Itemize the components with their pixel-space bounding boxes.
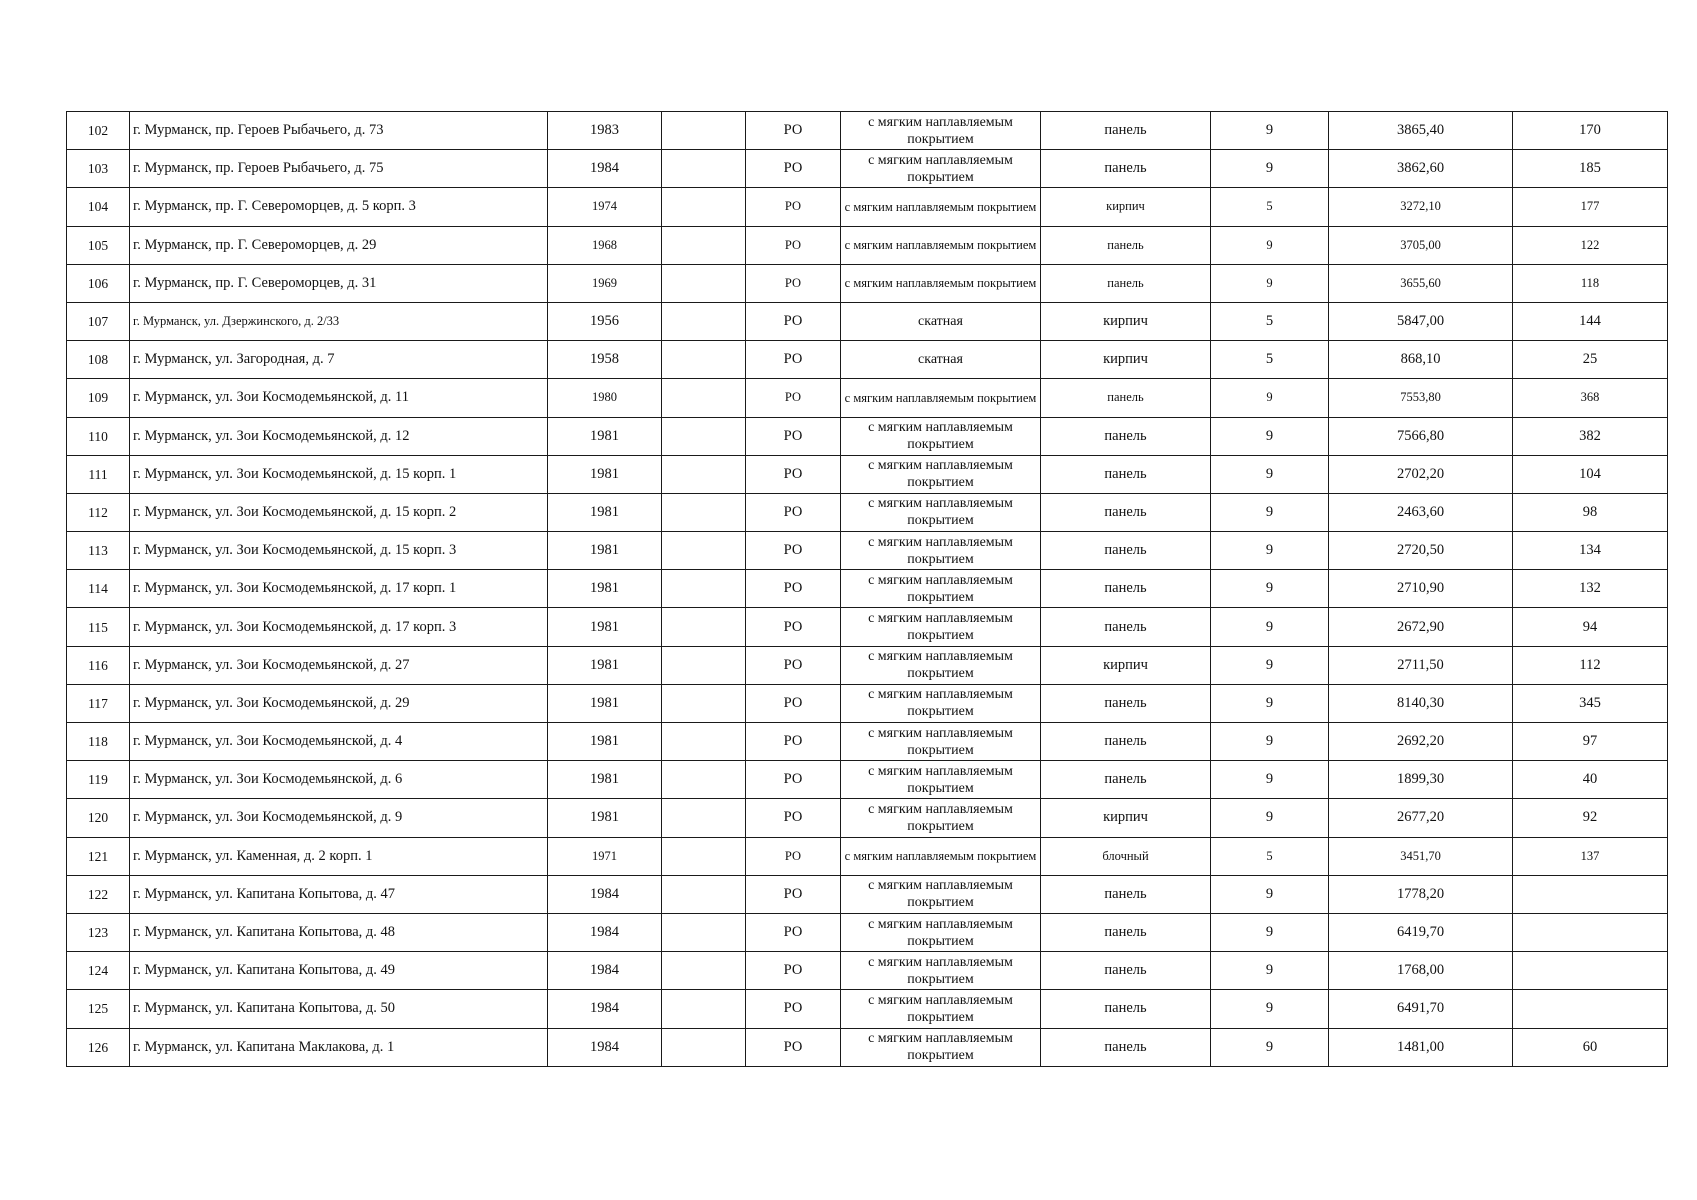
address-cell: г. Мурманск, ул. Зои Космодемьянской, д. 15 корп. 1 <box>130 455 548 493</box>
row-number-cell: 110 <box>67 417 130 455</box>
residents-cell: 137 <box>1513 837 1668 875</box>
floors-cell: 9 <box>1211 532 1329 570</box>
area-cell: 8140,30 <box>1329 684 1513 722</box>
empty-cell <box>662 417 746 455</box>
program-cell: РО <box>746 188 841 226</box>
area-cell: 3451,70 <box>1329 837 1513 875</box>
table-row <box>67 302 1668 340</box>
document-page <box>66 111 1667 1067</box>
area-cell: 1768,00 <box>1329 952 1513 990</box>
residents-cell: 94 <box>1513 608 1668 646</box>
area-cell: 5847,00 <box>1329 302 1513 340</box>
build-year-cell: 1984 <box>548 1028 662 1066</box>
row-number-cell: 126 <box>67 1028 130 1066</box>
floors-cell: 9 <box>1211 761 1329 799</box>
floors-cell: 9 <box>1211 150 1329 188</box>
build-year-cell: 1981 <box>548 723 662 761</box>
address-cell: г. Мурманск, пр. Героев Рыбачьего, д. 75 <box>130 150 548 188</box>
wall-material-cell: панель <box>1041 417 1211 455</box>
row-number-cell: 122 <box>67 875 130 913</box>
area-cell: 3705,00 <box>1329 226 1513 264</box>
empty-cell <box>662 112 746 150</box>
build-year-cell: 1968 <box>548 226 662 264</box>
program-cell: РО <box>746 570 841 608</box>
floors-cell: 9 <box>1211 875 1329 913</box>
table-row <box>67 112 1668 150</box>
housing-registry-table <box>66 111 1668 1067</box>
address-cell: г. Мурманск, ул. Зои Космодемьянской, д. 11 <box>130 379 548 417</box>
floors-cell: 9 <box>1211 684 1329 722</box>
wall-material-cell: панель <box>1041 952 1211 990</box>
row-number-cell: 121 <box>67 837 130 875</box>
build-year-cell: 1974 <box>548 188 662 226</box>
empty-cell <box>662 837 746 875</box>
floors-cell: 9 <box>1211 1028 1329 1066</box>
residents-cell: 98 <box>1513 493 1668 531</box>
table-row <box>67 188 1668 226</box>
floors-cell: 9 <box>1211 264 1329 302</box>
floors-cell: 5 <box>1211 188 1329 226</box>
address-cell: г. Мурманск, пр. Г. Североморцев, д. 31 <box>130 264 548 302</box>
program-cell: РО <box>746 875 841 913</box>
floors-cell: 9 <box>1211 112 1329 150</box>
residents-cell: 122 <box>1513 226 1668 264</box>
empty-cell <box>662 493 746 531</box>
address-cell: г. Мурманск, ул. Зои Космодемьянской, д. 15 корп. 3 <box>130 532 548 570</box>
address-cell: г. Мурманск, ул. Зои Космодемьянской, д. 6 <box>130 761 548 799</box>
wall-material-cell: панель <box>1041 570 1211 608</box>
empty-cell <box>662 608 746 646</box>
build-year-cell: 1981 <box>548 799 662 837</box>
residents-cell: 92 <box>1513 799 1668 837</box>
residents-cell: 185 <box>1513 150 1668 188</box>
table-row <box>67 684 1668 722</box>
build-year-cell: 1981 <box>548 417 662 455</box>
row-number-cell: 113 <box>67 532 130 570</box>
address-cell: г. Мурманск, ул. Дзержинского, д. 2/33 <box>130 302 548 340</box>
roof-type-cell: скатная <box>841 302 1041 340</box>
residents-cell: 345 <box>1513 684 1668 722</box>
program-cell: РО <box>746 990 841 1028</box>
area-cell: 3865,40 <box>1329 112 1513 150</box>
table-row <box>67 990 1668 1028</box>
roof-type-cell: с мягким наплавляемым покрытием <box>841 379 1041 417</box>
floors-cell: 9 <box>1211 455 1329 493</box>
program-cell: РО <box>746 455 841 493</box>
row-number-cell: 114 <box>67 570 130 608</box>
wall-material-cell: панель <box>1041 379 1211 417</box>
address-cell: г. Мурманск, ул. Зои Космодемьянской, д. 15 корп. 2 <box>130 493 548 531</box>
build-year-cell: 1981 <box>548 608 662 646</box>
roof-type-cell: с мягким наплавляемым покрытием <box>841 913 1041 951</box>
roof-type-cell: с мягким наплавляемым покрытием <box>841 952 1041 990</box>
wall-material-cell: панель <box>1041 112 1211 150</box>
empty-cell <box>662 990 746 1028</box>
table-row <box>67 761 1668 799</box>
empty-cell <box>662 226 746 264</box>
residents-cell: 25 <box>1513 341 1668 379</box>
residents-cell: 132 <box>1513 570 1668 608</box>
roof-type-cell: с мягким наплавляемым покрытием <box>841 493 1041 531</box>
program-cell: РО <box>746 837 841 875</box>
wall-material-cell: панель <box>1041 532 1211 570</box>
area-cell: 3272,10 <box>1329 188 1513 226</box>
roof-type-cell: с мягким наплавляемым покрытием <box>841 837 1041 875</box>
table-row <box>67 532 1668 570</box>
wall-material-cell: кирпич <box>1041 646 1211 684</box>
table-row <box>67 417 1668 455</box>
build-year-cell: 1956 <box>548 302 662 340</box>
table-row <box>67 646 1668 684</box>
roof-type-cell: с мягким наплавляемым покрытием <box>841 799 1041 837</box>
row-number-cell: 103 <box>67 150 130 188</box>
row-number-cell: 119 <box>67 761 130 799</box>
roof-type-cell: с мягким наплавляемым покрытием <box>841 723 1041 761</box>
roof-type-cell: с мягким наплавляемым покрытием <box>841 684 1041 722</box>
area-cell: 1899,30 <box>1329 761 1513 799</box>
program-cell: РО <box>746 150 841 188</box>
empty-cell <box>662 761 746 799</box>
build-year-cell: 1984 <box>548 990 662 1028</box>
wall-material-cell: кирпич <box>1041 799 1211 837</box>
roof-type-cell: с мягким наплавляемым покрытием <box>841 532 1041 570</box>
table-row <box>67 952 1668 990</box>
address-cell: г. Мурманск, ул. Капитана Копытова, д. 47 <box>130 875 548 913</box>
residents-cell: 104 <box>1513 455 1668 493</box>
wall-material-cell: кирпич <box>1041 302 1211 340</box>
empty-cell <box>662 952 746 990</box>
program-cell: РО <box>746 608 841 646</box>
wall-material-cell: панель <box>1041 1028 1211 1066</box>
area-cell: 1481,00 <box>1329 1028 1513 1066</box>
roof-type-cell: с мягким наплавляемым покрытием <box>841 188 1041 226</box>
build-year-cell: 1981 <box>548 455 662 493</box>
wall-material-cell: панель <box>1041 875 1211 913</box>
build-year-cell: 1981 <box>548 646 662 684</box>
address-cell: г. Мурманск, ул. Зои Космодемьянской, д. 4 <box>130 723 548 761</box>
area-cell: 1778,20 <box>1329 875 1513 913</box>
row-number-cell: 102 <box>67 112 130 150</box>
residents-cell: 170 <box>1513 112 1668 150</box>
residents-cell: 97 <box>1513 723 1668 761</box>
area-cell: 6491,70 <box>1329 990 1513 1028</box>
build-year-cell: 1981 <box>548 761 662 799</box>
residents-cell: 368 <box>1513 379 1668 417</box>
address-cell: г. Мурманск, ул. Каменная, д. 2 корп. 1 <box>130 837 548 875</box>
wall-material-cell: панель <box>1041 455 1211 493</box>
residents-cell <box>1513 875 1668 913</box>
wall-material-cell: панель <box>1041 990 1211 1028</box>
row-number-cell: 115 <box>67 608 130 646</box>
residents-cell: 144 <box>1513 302 1668 340</box>
floors-cell: 9 <box>1211 723 1329 761</box>
floors-cell: 9 <box>1211 990 1329 1028</box>
floors-cell: 9 <box>1211 952 1329 990</box>
row-number-cell: 118 <box>67 723 130 761</box>
roof-type-cell: с мягким наплавляемым покрытием <box>841 455 1041 493</box>
empty-cell <box>662 188 746 226</box>
table-row <box>67 837 1668 875</box>
program-cell: РО <box>746 532 841 570</box>
residents-cell <box>1513 952 1668 990</box>
wall-material-cell: блочный <box>1041 837 1211 875</box>
program-cell: РО <box>746 952 841 990</box>
area-cell: 868,10 <box>1329 341 1513 379</box>
roof-type-cell: с мягким наплавляемым покрытием <box>841 875 1041 913</box>
program-cell: РО <box>746 684 841 722</box>
floors-cell: 9 <box>1211 226 1329 264</box>
program-cell: РО <box>746 799 841 837</box>
address-cell: г. Мурманск, ул. Капитана Маклакова, д. 1 <box>130 1028 548 1066</box>
build-year-cell: 1984 <box>548 952 662 990</box>
build-year-cell: 1981 <box>548 532 662 570</box>
area-cell: 2463,60 <box>1329 493 1513 531</box>
build-year-cell: 1969 <box>548 264 662 302</box>
row-number-cell: 117 <box>67 684 130 722</box>
address-cell: г. Мурманск, ул. Капитана Копытова, д. 49 <box>130 952 548 990</box>
empty-cell <box>662 532 746 570</box>
area-cell: 2692,20 <box>1329 723 1513 761</box>
row-number-cell: 106 <box>67 264 130 302</box>
table-row <box>67 341 1668 379</box>
build-year-cell: 1984 <box>548 150 662 188</box>
area-cell: 3862,60 <box>1329 150 1513 188</box>
row-number-cell: 123 <box>67 913 130 951</box>
residents-cell: 382 <box>1513 417 1668 455</box>
residents-cell: 40 <box>1513 761 1668 799</box>
area-cell: 7566,80 <box>1329 417 1513 455</box>
empty-cell <box>662 723 746 761</box>
table-row <box>67 1028 1668 1066</box>
address-cell: г. Мурманск, ул. Зои Космодемьянской, д. 12 <box>130 417 548 455</box>
area-cell: 7553,80 <box>1329 379 1513 417</box>
area-cell: 2711,50 <box>1329 646 1513 684</box>
residents-cell: 60 <box>1513 1028 1668 1066</box>
program-cell: РО <box>746 302 841 340</box>
wall-material-cell: панель <box>1041 264 1211 302</box>
roof-type-cell: с мягким наплавляемым покрытием <box>841 608 1041 646</box>
build-year-cell: 1984 <box>548 913 662 951</box>
residents-cell: 112 <box>1513 646 1668 684</box>
wall-material-cell: панель <box>1041 684 1211 722</box>
program-cell: РО <box>746 1028 841 1066</box>
wall-material-cell: панель <box>1041 608 1211 646</box>
table-row <box>67 799 1668 837</box>
floors-cell: 9 <box>1211 913 1329 951</box>
program-cell: РО <box>746 417 841 455</box>
build-year-cell: 1971 <box>548 837 662 875</box>
address-cell: г. Мурманск, ул. Зои Космодемьянской, д. 27 <box>130 646 548 684</box>
table-row <box>67 150 1668 188</box>
address-cell: г. Мурманск, ул. Капитана Копытова, д. 50 <box>130 990 548 1028</box>
floors-cell: 9 <box>1211 379 1329 417</box>
empty-cell <box>662 913 746 951</box>
build-year-cell: 1983 <box>548 112 662 150</box>
floors-cell: 5 <box>1211 302 1329 340</box>
row-number-cell: 116 <box>67 646 130 684</box>
row-number-cell: 108 <box>67 341 130 379</box>
table-row <box>67 226 1668 264</box>
build-year-cell: 1984 <box>548 875 662 913</box>
area-cell: 2672,90 <box>1329 608 1513 646</box>
roof-type-cell: с мягким наплавляемым покрытием <box>841 1028 1041 1066</box>
program-cell: РО <box>746 646 841 684</box>
empty-cell <box>662 455 746 493</box>
floors-cell: 5 <box>1211 837 1329 875</box>
table-row <box>67 875 1668 913</box>
area-cell: 2720,50 <box>1329 532 1513 570</box>
address-cell: г. Мурманск, ул. Зои Космодемьянской, д. 17 корп. 1 <box>130 570 548 608</box>
table-row <box>67 913 1668 951</box>
row-number-cell: 111 <box>67 455 130 493</box>
table-row <box>67 493 1668 531</box>
roof-type-cell: скатная <box>841 341 1041 379</box>
wall-material-cell: панель <box>1041 493 1211 531</box>
build-year-cell: 1981 <box>548 570 662 608</box>
empty-cell <box>662 379 746 417</box>
roof-type-cell: с мягким наплавляемым покрытием <box>841 264 1041 302</box>
area-cell: 6419,70 <box>1329 913 1513 951</box>
build-year-cell: 1981 <box>548 684 662 722</box>
program-cell: РО <box>746 264 841 302</box>
empty-cell <box>662 264 746 302</box>
table-body <box>67 112 1668 1067</box>
residents-cell: 177 <box>1513 188 1668 226</box>
row-number-cell: 120 <box>67 799 130 837</box>
program-cell: РО <box>746 913 841 951</box>
residents-cell: 134 <box>1513 532 1668 570</box>
build-year-cell: 1958 <box>548 341 662 379</box>
row-number-cell: 104 <box>67 188 130 226</box>
residents-cell: 118 <box>1513 264 1668 302</box>
build-year-cell: 1981 <box>548 493 662 531</box>
row-number-cell: 109 <box>67 379 130 417</box>
empty-cell <box>662 646 746 684</box>
area-cell: 3655,60 <box>1329 264 1513 302</box>
empty-cell <box>662 570 746 608</box>
table-row <box>67 723 1668 761</box>
wall-material-cell: кирпич <box>1041 341 1211 379</box>
floors-cell: 9 <box>1211 493 1329 531</box>
wall-material-cell: кирпич <box>1041 188 1211 226</box>
row-number-cell: 105 <box>67 226 130 264</box>
table-row <box>67 608 1668 646</box>
address-cell: г. Мурманск, пр. Героев Рыбачьего, д. 73 <box>130 112 548 150</box>
address-cell: г. Мурманск, пр. Г. Североморцев, д. 29 <box>130 226 548 264</box>
empty-cell <box>662 875 746 913</box>
area-cell: 2702,20 <box>1329 455 1513 493</box>
program-cell: РО <box>746 761 841 799</box>
roof-type-cell: с мягким наплавляемым покрытием <box>841 112 1041 150</box>
roof-type-cell: с мягким наплавляемым покрытием <box>841 570 1041 608</box>
roof-type-cell: с мягким наплавляемым покрытием <box>841 226 1041 264</box>
floors-cell: 9 <box>1211 608 1329 646</box>
roof-type-cell: с мягким наплавляемым покрытием <box>841 150 1041 188</box>
empty-cell <box>662 302 746 340</box>
wall-material-cell: панель <box>1041 761 1211 799</box>
wall-material-cell: панель <box>1041 150 1211 188</box>
address-cell: г. Мурманск, пр. Г. Североморцев, д. 5 корп. 3 <box>130 188 548 226</box>
floors-cell: 9 <box>1211 646 1329 684</box>
program-cell: РО <box>746 226 841 264</box>
row-number-cell: 112 <box>67 493 130 531</box>
address-cell: г. Мурманск, ул. Зои Космодемьянской, д. 29 <box>130 684 548 722</box>
empty-cell <box>662 799 746 837</box>
empty-cell <box>662 150 746 188</box>
row-number-cell: 124 <box>67 952 130 990</box>
residents-cell <box>1513 913 1668 951</box>
roof-type-cell: с мягким наплавляемым покрытием <box>841 761 1041 799</box>
table-row <box>67 455 1668 493</box>
area-cell: 2710,90 <box>1329 570 1513 608</box>
empty-cell <box>662 1028 746 1066</box>
table-row <box>67 570 1668 608</box>
address-cell: г. Мурманск, ул. Загородная, д. 7 <box>130 341 548 379</box>
program-cell: РО <box>746 341 841 379</box>
row-number-cell: 107 <box>67 302 130 340</box>
table-row <box>67 379 1668 417</box>
program-cell: РО <box>746 723 841 761</box>
row-number-cell: 125 <box>67 990 130 1028</box>
empty-cell <box>662 684 746 722</box>
program-cell: РО <box>746 493 841 531</box>
address-cell: г. Мурманск, ул. Зои Космодемьянской, д. 17 корп. 3 <box>130 608 548 646</box>
floors-cell: 9 <box>1211 799 1329 837</box>
table-row <box>67 264 1668 302</box>
empty-cell <box>662 341 746 379</box>
roof-type-cell: с мягким наплавляемым покрытием <box>841 990 1041 1028</box>
floors-cell: 5 <box>1211 341 1329 379</box>
program-cell: РО <box>746 112 841 150</box>
area-cell: 2677,20 <box>1329 799 1513 837</box>
roof-type-cell: с мягким наплавляемым покрытием <box>841 646 1041 684</box>
floors-cell: 9 <box>1211 417 1329 455</box>
roof-type-cell: с мягким наплавляемым покрытием <box>841 417 1041 455</box>
address-cell: г. Мурманск, ул. Капитана Копытова, д. 48 <box>130 913 548 951</box>
wall-material-cell: панель <box>1041 913 1211 951</box>
wall-material-cell: панель <box>1041 226 1211 264</box>
residents-cell <box>1513 990 1668 1028</box>
address-cell: г. Мурманск, ул. Зои Космодемьянской, д. 9 <box>130 799 548 837</box>
wall-material-cell: панель <box>1041 723 1211 761</box>
build-year-cell: 1980 <box>548 379 662 417</box>
floors-cell: 9 <box>1211 570 1329 608</box>
program-cell: РО <box>746 379 841 417</box>
